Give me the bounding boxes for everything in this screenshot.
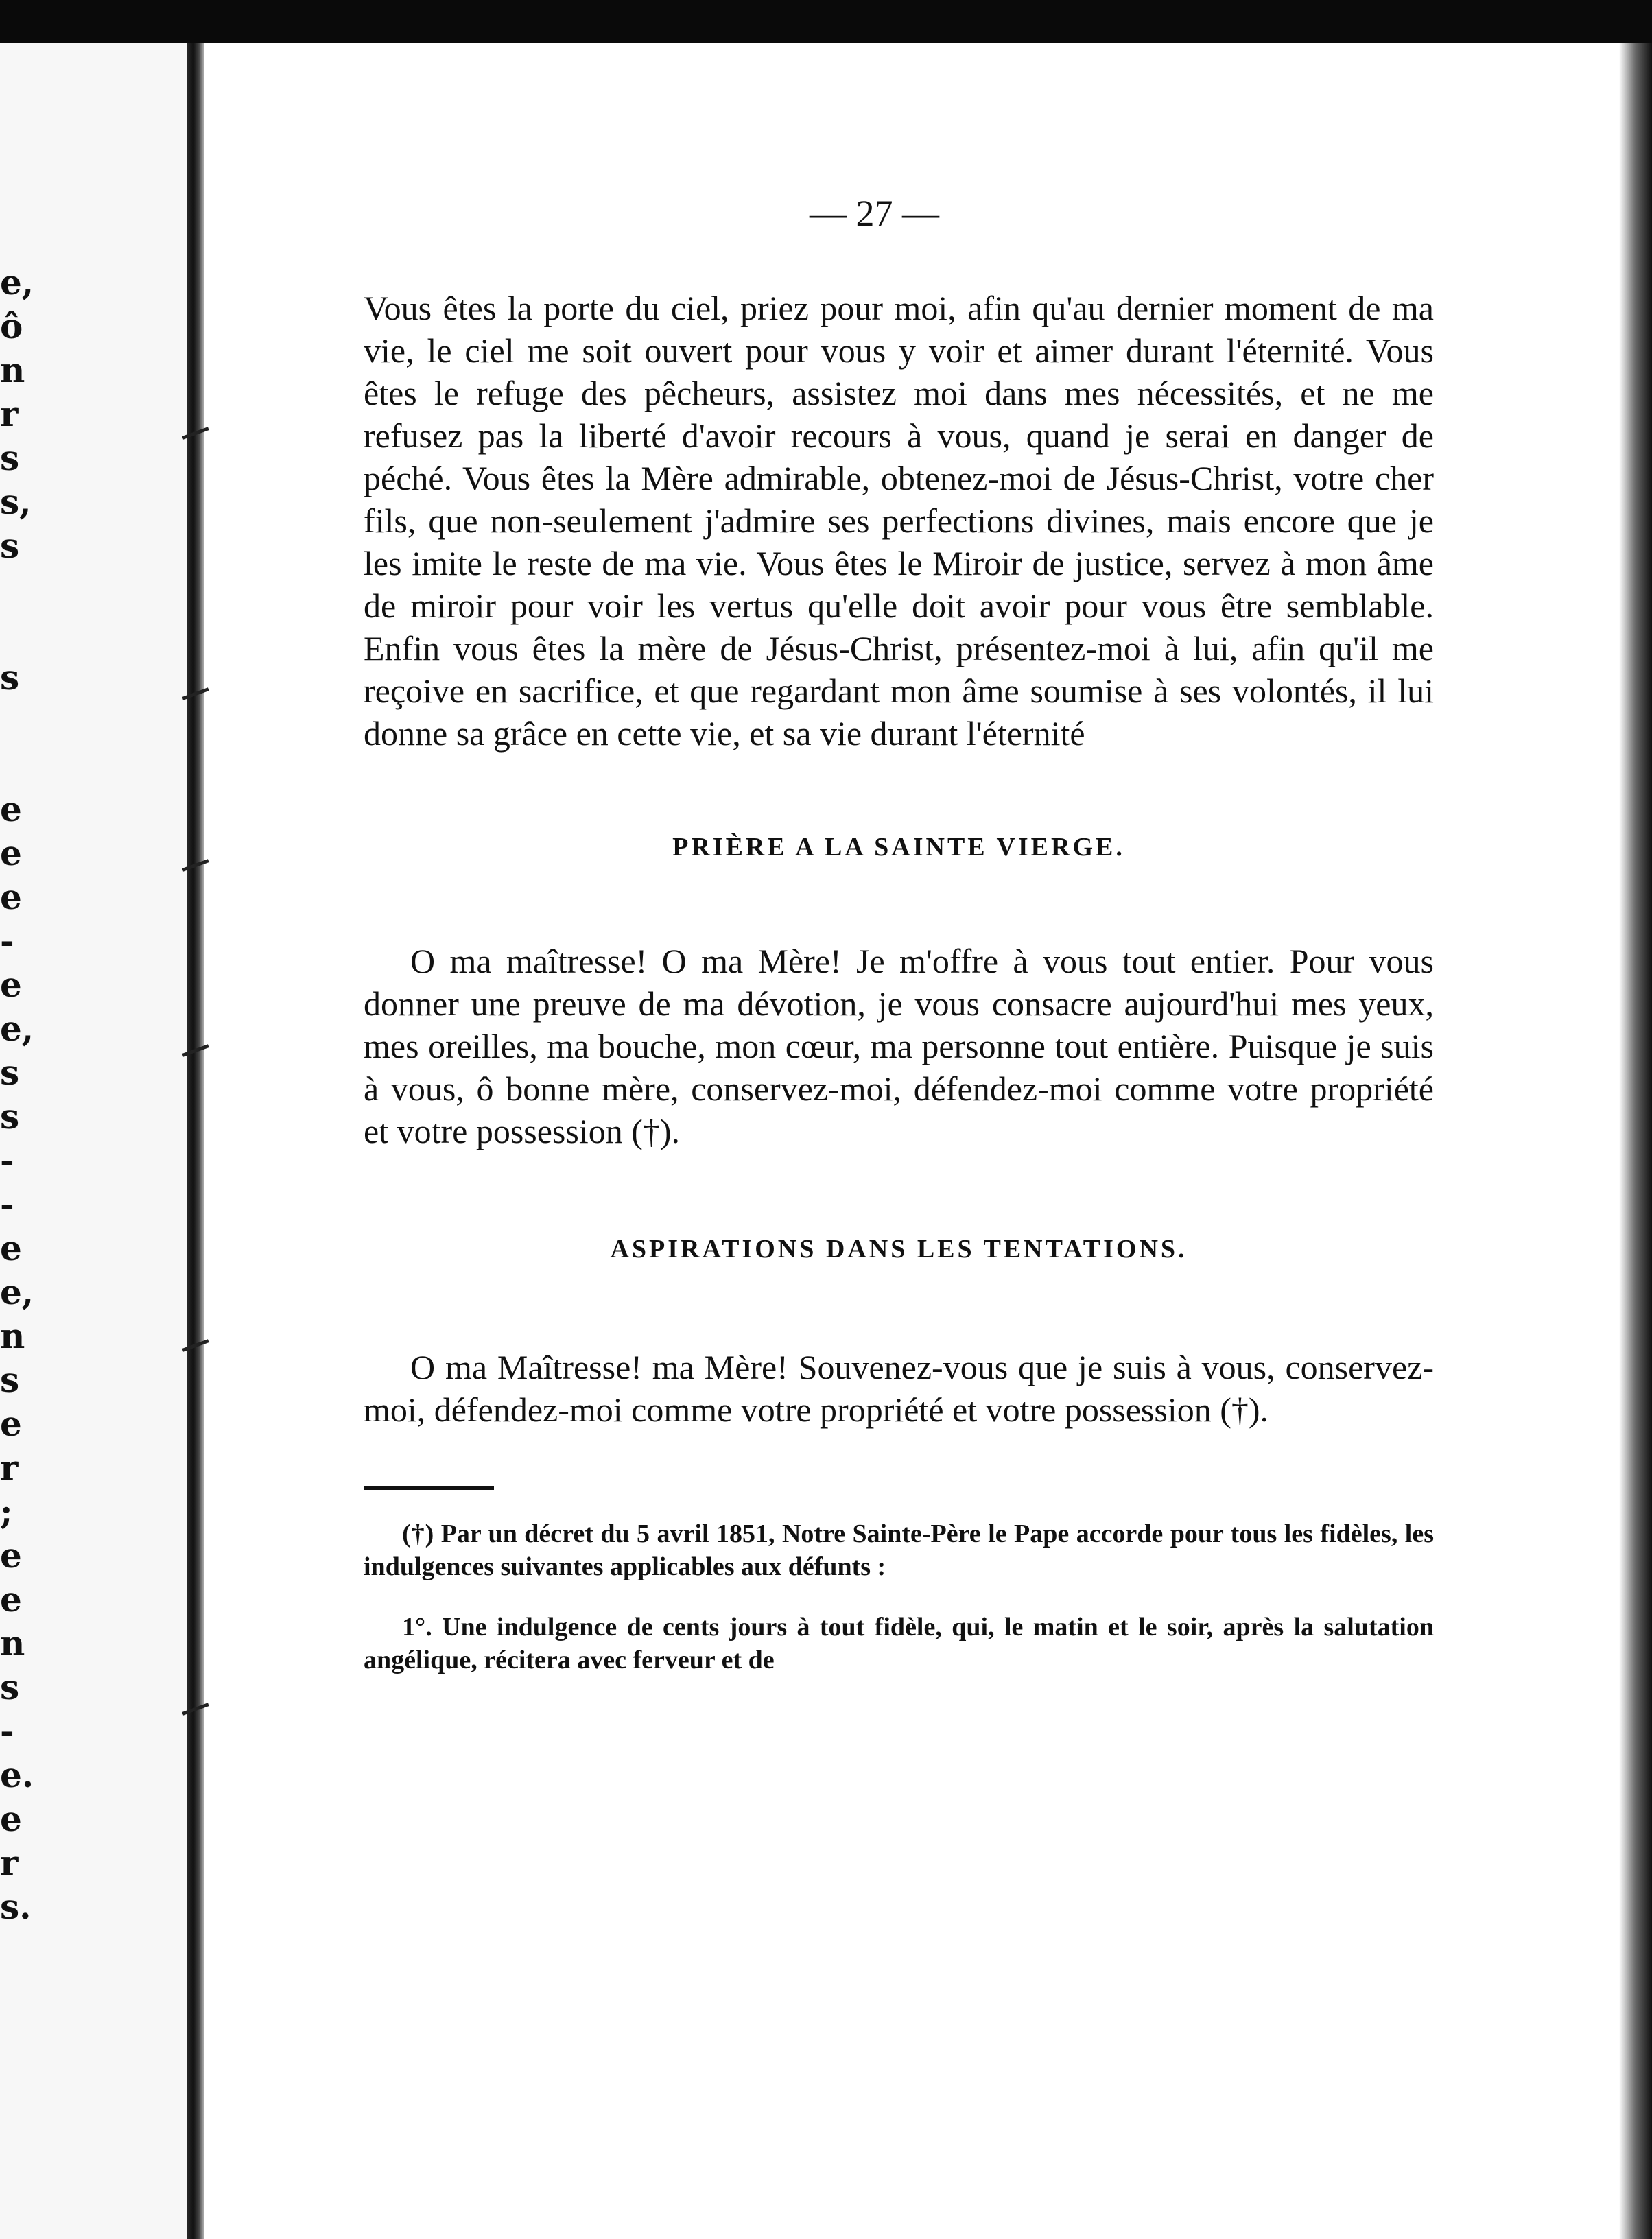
left-page-letter: e: [0, 1403, 22, 1444]
paragraph-3: O ma Maîtresse! ma Mère! Souvenez-vous que je suis à vous, conservez-moi, défendez-moi comme votre propriété et votre possession (†).: [364, 1348, 1434, 1429]
left-page-letter: -: [0, 1140, 14, 1181]
left-page-letter: [0, 744, 21, 787]
left-page-letter: e: [0, 1228, 22, 1268]
binding-stitch: [175, 857, 216, 873]
footnote-rule: [364, 1486, 494, 1490]
left-page-letter: ;: [0, 1491, 13, 1532]
page-body: [364, 206, 1434, 1677]
left-page-letter: s: [0, 525, 20, 566]
left-page-letter: s: [0, 1052, 20, 1093]
binding-stitch: [175, 425, 216, 440]
scan-top-edge: [0, 0, 1652, 43]
left-page-letter: e: [0, 877, 22, 917]
left-page-letter: s: [0, 1096, 20, 1137]
left-page-letter: [0, 568, 21, 612]
left-page-letter: -: [0, 921, 14, 961]
paragraph-2: O ma maîtresse! O ma Mère! Je m'offre à vous tout entier. Pour vous donner une preuve de ma dévotion, je vous consacre aujourd'hui mes yeux, mes oreilles, ma bouche, mon cœur, ma personne tout entière. Puisque je suis à vous, ô bonne mère, conservez-moi, défendez-moi comme votre propriété et votre possession (†).: [364, 942, 1434, 1150]
footnote-1: (†) Par un décret du 5 avril 1851, Notre Sainte-Père le Pape accorde pour tous les fidèles, les indulgences suivantes applicables aux défunts :: [364, 1519, 1434, 1581]
left-page-letter: e: [0, 1579, 22, 1620]
binding-stitch: [175, 1701, 216, 1716]
left-page-letter: [0, 612, 21, 656]
book-spine: [187, 43, 204, 2239]
left-page-letter: e: [0, 789, 22, 829]
left-page-letter: n: [0, 350, 25, 390]
left-page-letter: -: [0, 1184, 14, 1224]
left-page-letter: n: [0, 1316, 25, 1356]
left-page-letter: -: [0, 1711, 14, 1751]
left-page-letter: e.: [0, 1755, 34, 1795]
left-page-letter: n: [0, 1623, 25, 1663]
left-page-letter: s: [0, 1667, 20, 1707]
left-page-letter: s: [0, 657, 20, 698]
heading-priere: PRIÈRE A LA SAINTE VIERGE.: [672, 833, 1125, 862]
binding-stitch: [175, 1043, 216, 1058]
left-page-letter: e: [0, 1799, 22, 1839]
left-page-letter: ô: [0, 306, 23, 346]
left-page-letter: e: [0, 1535, 22, 1576]
left-page-letter: s.: [0, 1886, 32, 1927]
left-page-letter: r: [0, 1447, 19, 1488]
page-number: — 27 —: [810, 193, 939, 234]
left-page-letter: r: [0, 1843, 19, 1883]
right-page-edge: [1619, 43, 1652, 2239]
heading-aspirations: ASPIRATIONS DANS LES TENTATIONS.: [610, 1235, 1188, 1264]
left-page-letter: e: [0, 964, 22, 1005]
footnote-2: 1°. Une indulgence de cents jours à tout fidèle, qui, le matin et le soir, après la salutation angélique, récitera avec ferveur et de: [364, 1613, 1434, 1674]
left-page-letter: s: [0, 1360, 20, 1400]
left-page-letter: e,: [0, 1272, 34, 1312]
paragraph-1: Vous êtes la porte du ciel, priez pour moi, afin qu'au dernier moment de ma vie, le ciel me soit ouvert pour vous y voir et aimer durant l'éternité. Vous êtes le refuge des pêcheurs, assistez moi dans mes nécessités, et ne me refusez pas la liberté d'avoir recours à vous, quand je serai en danger de péché. Vous êtes la Mère admirable, obtenez-moi de Jésus-Christ, votre cher fils, que non-seulement j'admire ses perfections divines, mais encore que je les imite le reste de ma vie. Vous êtes le Miroir de justice, servez à mon âme de miroir pour voir les vertus qu'elle doit avoir pour vous être semblable. Enfin vous êtes la mère de Jésus-Christ, présentez-moi à lui, afin qu'il me reçoive en sacrifice, et que regardant mon âme soumise à ses volontés, il lui donne sa grâce en cette vie, et sa vie durant l'éternité: [364, 289, 1434, 753]
binding-stitch: [175, 1338, 216, 1353]
left-page-letter: s: [0, 438, 20, 478]
left-page-fragment: [0, 261, 34, 1929]
left-page-letter: [0, 700, 21, 744]
left-page-letter: e: [0, 833, 22, 873]
left-page-letter: e,: [0, 262, 34, 303]
left-page-letter: e,: [0, 1008, 34, 1049]
left-page-letter: s,: [0, 482, 32, 522]
binding-stitch: [175, 686, 216, 701]
left-page-letter: r: [0, 394, 19, 434]
